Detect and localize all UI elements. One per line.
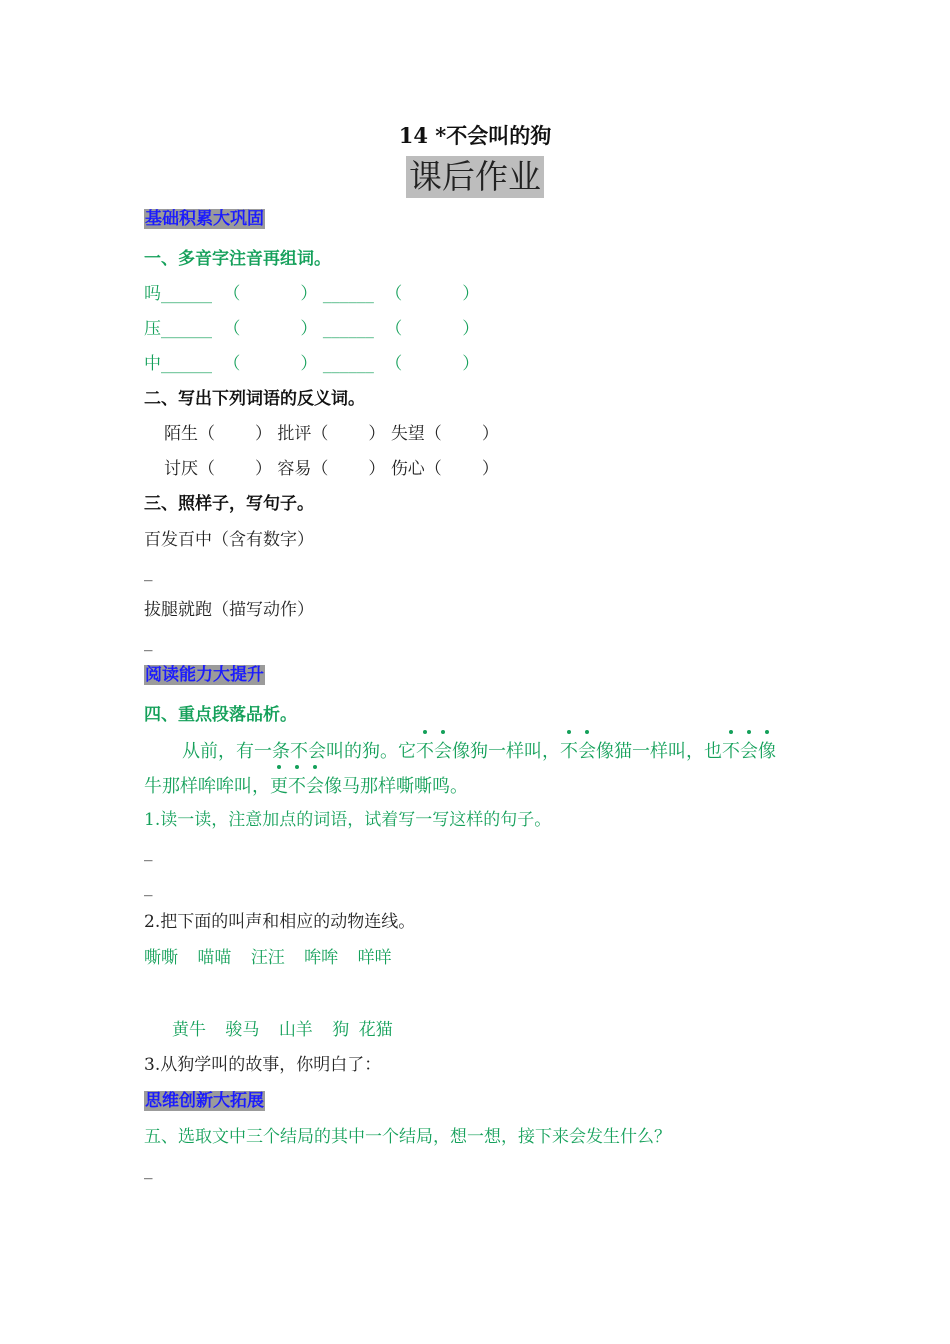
paren-close: ）: [300, 354, 318, 374]
answer-line: _: [144, 562, 153, 582]
answer-line: _: [144, 877, 153, 897]
answer-blank: ______: [161, 354, 212, 374]
section-banner-creative: [144, 1090, 265, 1112]
antonym-row: [164, 454, 499, 479]
sound-word: 哞哞: [304, 948, 339, 968]
passage-line-2: [144, 772, 468, 798]
passage-text: 牛那样哞哞叫，: [144, 776, 270, 797]
polyphone-row: [144, 279, 479, 304]
paren-close: ）: [300, 284, 318, 304]
passage-text: 像马那样嘶嘶鸣。: [324, 776, 468, 797]
example-item-1: 百发百中（含有数字）: [144, 530, 314, 550]
polyphone-char: 中: [144, 354, 161, 374]
page-subtitle: 课后作业: [406, 156, 544, 198]
paren-open: （: [223, 354, 241, 374]
antonym-word: 伤心（: [390, 459, 442, 479]
page-title: 14 *不会叫的狗: [398, 123, 552, 148]
question-3-heading: 三、照样子，写句子。: [144, 494, 314, 514]
dotted-char: 会: [578, 737, 596, 763]
banner-text: 阅读能力大提升: [145, 665, 264, 685]
passage-text: 像猫一样叫，也: [596, 741, 722, 762]
dotted-char: 不: [722, 737, 740, 763]
passage-text: 从前，有一条不会叫的狗。它: [182, 741, 416, 762]
dotted-char: 会: [740, 737, 758, 763]
polyphone-row: [144, 314, 479, 339]
antonym-word: 批评（: [277, 424, 329, 444]
dotted-char: 不: [288, 772, 306, 798]
paren-open: （: [385, 354, 403, 374]
paren-close: ）: [300, 319, 318, 339]
sub-question-2: 2.把下面的叫声和相应的动物连线。: [144, 912, 416, 932]
polyphone-row: [144, 349, 479, 374]
paren-close: ）: [462, 319, 480, 339]
sub-question-3: 3.从狗学叫的故事，你明白了：: [144, 1055, 382, 1075]
passage-text: 像狗一样叫，: [452, 741, 560, 762]
dotted-char: 更: [270, 772, 288, 798]
animal-word: 花猫: [358, 1020, 393, 1040]
paren-open: （: [385, 284, 403, 304]
dotted-char: 会: [306, 772, 324, 798]
answer-line: _: [144, 1160, 153, 1180]
animal-word: 黄牛: [172, 1020, 206, 1040]
section-banner-basics: [144, 208, 265, 230]
dotted-char: 不: [560, 737, 578, 763]
question-5-heading: 五、选取文中三个结局的其中一个结局，想一想，接下来会发生什么？: [144, 1127, 671, 1147]
question-4-heading: 四、重点段落品析。: [144, 705, 297, 725]
paren-open: （: [223, 284, 241, 304]
answer-blank: ______: [322, 354, 374, 374]
paren-close: ）: [368, 459, 386, 479]
paren-close: ）: [481, 424, 499, 444]
dotted-char: 不: [416, 737, 434, 763]
answer-line: _: [144, 632, 153, 652]
answer-blank: ______: [161, 284, 212, 304]
antonym-row: [164, 419, 499, 444]
sound-word: 嘶嘶: [144, 948, 178, 968]
paren-open: （: [385, 319, 403, 339]
paren-open: （: [223, 319, 241, 339]
animal-word: 山羊: [278, 1020, 313, 1040]
paren-close: ）: [255, 459, 272, 479]
sound-word: 汪汪: [250, 948, 285, 968]
paren-close: ）: [481, 459, 499, 479]
sound-row: [144, 943, 392, 968]
answer-blank: ______: [322, 284, 374, 304]
animal-word: 狗: [332, 1020, 350, 1040]
dotted-char: 像: [758, 737, 776, 763]
answer-line: _: [144, 842, 153, 862]
polyphone-char: 压: [144, 319, 161, 339]
sub-question-1: 1.读一读，注意加点的词语，试着写一写这样的句子。: [144, 810, 552, 830]
question-2-heading: 二、写出下列词语的反义词。: [144, 389, 365, 409]
paren-close: ）: [255, 424, 272, 444]
banner-text: 基础积累大巩固: [145, 209, 264, 229]
animal-word: 骏马: [225, 1020, 260, 1040]
paren-close: ）: [368, 424, 386, 444]
question-1-heading: 一、多音字注音再组词。: [144, 249, 331, 269]
banner-text: 思维创新大拓展: [145, 1091, 264, 1111]
subtitle-wrap: [0, 156, 950, 198]
dotted-char: 会: [434, 737, 452, 763]
passage-line-1: [182, 737, 776, 763]
polyphone-char: 吗: [144, 284, 161, 304]
antonym-word: 容易（: [277, 459, 329, 479]
paren-close: ）: [462, 354, 480, 374]
section-banner-reading: [144, 664, 265, 686]
antonym-word: 陌生（: [164, 424, 215, 444]
antonym-word: 讨厌（: [164, 459, 215, 479]
answer-blank: ______: [161, 319, 212, 339]
animal-row: [172, 1015, 393, 1040]
answer-blank: ______: [322, 319, 374, 339]
sound-word: 咩咩: [357, 948, 392, 968]
example-item-2: 拔腿就跑（描写动作）: [144, 600, 314, 620]
sound-word: 喵喵: [197, 948, 232, 968]
antonym-word: 失望（: [390, 424, 442, 444]
paren-close: ）: [462, 284, 480, 304]
